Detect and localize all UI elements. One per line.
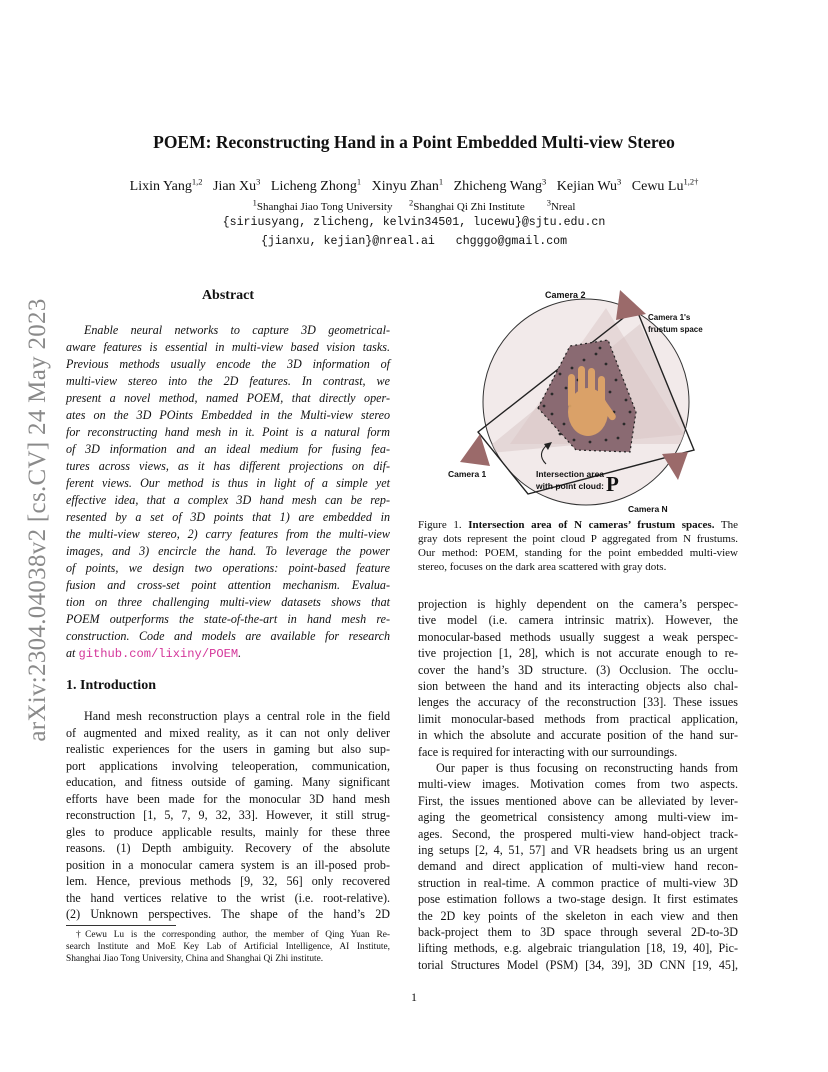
- label-camera-1-frustum: Camera 1's: [648, 313, 691, 322]
- abstract-line: tures across views, as it has different projections on dif-: [66, 459, 390, 473]
- body-line: cover the hand’s 3D structure. (3) Occlusion. The occlu-: [418, 662, 738, 677]
- author: Kejian Wu$^3$: [556, 176, 622, 194]
- arxiv-id: arXiv:2304.04038v2 [cs.CV] 24 May 2023: [24, 298, 51, 742]
- abstract-line: fusion and cross-set point attention mechanism. Evalua-: [66, 578, 390, 592]
- caption-line: stereo, focuses on the dark area scattered with gray dots.: [418, 561, 667, 573]
- label-intersection-2: with point cloud:: [536, 481, 604, 491]
- paper-title: POEM: Reconstructing Hand in a Point Embedded Multi-view Stereo: [153, 132, 675, 152]
- body-line: First, the issues mentioned above can be alleviated by lever-: [418, 793, 738, 808]
- author: Jian Xu$^3$: [213, 176, 261, 194]
- abstract-line: POEM outperforms the state-of-the-art in hand mesh re-: [66, 612, 390, 626]
- intro-line: gles to produce applicable results, mainly for these three: [66, 824, 390, 839]
- code-link[interactable]: github.com/lixiny/POEM: [78, 647, 239, 661]
- body-line: monocular-based methods usually suggest a weak perspec-: [418, 629, 738, 644]
- email-line-1: {siriusyang, zlicheng, kelvin34501, lucewu}@sjtu.edu.cn: [222, 216, 606, 229]
- abstract-line: multi-view stereo into the 2D features. In contrast, we: [66, 374, 390, 388]
- intro-line: reasons. (1) Depth ambiguity. Recovery of the absolute: [66, 841, 390, 855]
- author: Cewu $Lu^{1,2\dagger}$: [631, 176, 699, 194]
- abstract-line: Enable neural networks to capture 3D geometrical-: [84, 323, 390, 337]
- intro-line: of augmented and mixed reality, as it can not only deliver: [66, 725, 390, 740]
- body-line: lifting methods, e.g. algebraic triangulation [18, 19, 40], Pic-: [418, 941, 738, 956]
- footnote-rule: [66, 925, 176, 926]
- author: Licheng Zhong$^1$: [270, 176, 362, 194]
- body-line: face is required for interacting with our surroundings.: [418, 744, 678, 759]
- intro-line: education, and fitness outside of gaming. Many significant: [66, 775, 390, 789]
- abstract-line: of 3D information and an ideal medium for fusing fea-: [66, 442, 390, 456]
- intro-line: efforts have been made for the monocular 3D hand mesh: [66, 791, 390, 806]
- intro-line: lem. Hence, previous methods [9, 32, 56] only recovered: [66, 874, 390, 888]
- body-line: pose estimation follows a two-stage design. It first estimates: [418, 892, 738, 907]
- author-list: [0, 176, 828, 195]
- body-line: demand and direct application of multi-view hand recon-: [418, 859, 738, 874]
- intro-line: reconstruction [1, 5, 7, 9, 32, 33]. However, it still strug-: [66, 808, 390, 822]
- abstract-line: the multi-view stereo, 2) carry features from the multi-view: [66, 527, 390, 541]
- affiliation: $^1$Shanghai Jiao Tong University: [252, 197, 393, 213]
- figure-caption: [418, 518, 738, 574]
- abstract-line: Previous methods usually encode the 3D information of: [66, 357, 390, 371]
- body-line: limit monocular-based methods from practical application,: [418, 711, 738, 726]
- abstract-line: resented by a set of 3D points that 1) are embedded in: [66, 510, 390, 524]
- body-line: ing setups [2, 4, 51, 57] and VR headsets bring us an urgent: [418, 843, 738, 857]
- page-number: 1: [411, 990, 417, 1004]
- body-line: ages. Second, the prospered multi-view hand-object track-: [418, 826, 738, 841]
- body-line: struction in real-time. A common practice of multi-view 3D: [418, 875, 738, 890]
- abstract-line: of points, we design two operations: point-based feature: [66, 561, 390, 575]
- body-line: tive model (i.e. camera intrinsic matrix). However, the: [418, 613, 738, 628]
- abstract-line: construction. Code and models are available for research: [66, 629, 390, 643]
- figure-1: [440, 284, 730, 512]
- intro-line: realistic experiences for the users in gaming but also sup-: [66, 742, 390, 756]
- frustum-diagram: [440, 284, 730, 512]
- intro-line: (2) Unknown perspectives. The shape of the hand’s 2D: [66, 907, 390, 921]
- body-line: projection is highly dependent on the camera’s perspec-: [418, 597, 738, 611]
- intro-line: port applications involving teleoperation, communication,: [66, 758, 390, 773]
- author: Xinyu Zhan$^1$: [371, 176, 444, 194]
- author: Zhicheng Wang$^3$: [453, 176, 547, 194]
- intro-line: Hand mesh reconstruction plays a central role in the field: [84, 709, 390, 723]
- caption-line: gray dots represent the point cloud P aggregated from N frustums.: [418, 533, 738, 545]
- label-camera-2: Camera 2: [545, 290, 586, 300]
- footnote: [66, 929, 390, 965]
- affiliation: $^3$Nreal: [546, 197, 576, 213]
- abstract-line: tion on three challenging multi-view datasets shows that: [66, 595, 390, 609]
- author: Lixin Yang$^{1,2}$: [129, 176, 203, 194]
- intro-heading: 1. Introduction: [66, 678, 156, 693]
- label-intersection: Intersection area: [536, 469, 605, 479]
- abstract-line: for reconstructing hand mesh in it. Point is a natural form: [66, 425, 390, 439]
- footnote-line: search Institute and MoE Key Lab of Artificial Intelligence, AI Institute,: [66, 942, 390, 952]
- intro-line: position in a monocular camera system is an ill-posed prob-: [66, 857, 390, 872]
- body-line: sion between the hand and its interacting objects also chal-: [418, 679, 738, 693]
- camera-1-icon: [460, 434, 490, 466]
- body-line: torial Structures Model (PSM) [34, 39], 3D CNN [19, 45],: [418, 957, 738, 972]
- affiliation: $^2$Shanghai Qi Zhi Institute: [408, 197, 525, 213]
- footnote-line: †Cewu Lu is the corresponding author, the member of Qing Yuan Re-: [76, 930, 390, 940]
- body-line: tive projection [1, 28], which is not accurate enough to re-: [418, 646, 738, 661]
- body-line: lenges the accuracy of the reconstruction [33]. These issues: [418, 695, 738, 710]
- label-camera-1-frustum-2: frustum space: [648, 325, 703, 334]
- caption-line: Our method: POEM, standing for the point embedded multi-view: [418, 547, 738, 559]
- body-line: aging the geometrical consistency among multi-view im-: [418, 810, 738, 825]
- affiliations: [0, 197, 828, 213]
- arxiv-stamp: [26, 280, 50, 760]
- email-line-2: {jianxu, kejian}@nreal.ai chgggo@gmail.com: [260, 235, 568, 248]
- abstract-line: effective idea, that a complex 3D hand mesh can be rep-: [66, 493, 390, 507]
- abstract-line: ates on the 3D POints Embedded in the Multi-view stereo: [66, 408, 390, 422]
- label-camera-1: Camera 1: [448, 469, 487, 479]
- abstract-line-last: at github.com/lixiny/POEM.: [66, 646, 242, 661]
- intro-line: the hand vertices relative to the wrist (i.e. root-relative).: [66, 890, 390, 905]
- abstract-line: aware features is essential in multi-view based vision tasks.: [66, 340, 390, 354]
- abstract-line: ferent views. Our method is thus in light of a simple yet: [66, 476, 390, 490]
- abstract-line: present a novel method, named POEM, that directly oper-: [66, 391, 390, 405]
- body-line: the 2D key points of the skeleton in each view and then: [418, 908, 738, 923]
- footnote-line: Shanghai Jiao Tong University, China and Shanghai Qi Zhi institute.: [66, 954, 324, 964]
- abstract-heading: Abstract: [201, 288, 255, 303]
- body-line: back-project them to 3D space through several 2D-to-3D: [418, 925, 738, 939]
- caption-line: Figure 1. Intersection area of N cameras’ frustum spaces. The: [418, 519, 738, 531]
- abstract-line: images, and 3) encircle the hand. To leverage the power: [66, 544, 390, 558]
- body-line: Our paper is thus focusing on reconstructing hands from: [436, 761, 738, 775]
- label-camera-n: Camera N: [628, 504, 668, 512]
- body-line: in which the absolute and accurate position of the hand sur-: [418, 728, 738, 743]
- body-line: multi-view images. Motivation comes from two aspects.: [418, 777, 738, 792]
- label-p: P: [606, 472, 619, 496]
